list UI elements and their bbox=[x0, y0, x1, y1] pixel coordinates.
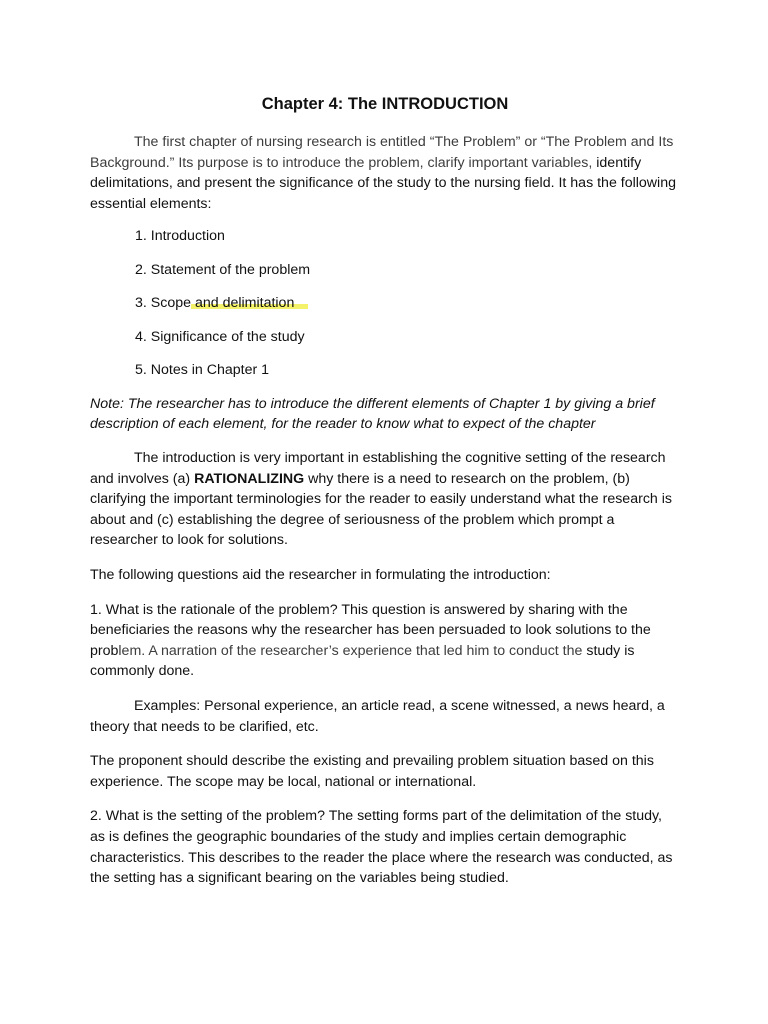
rationalizing-keyword: RATIONALIZING bbox=[194, 470, 305, 487]
list-item-notes bbox=[135, 360, 680, 380]
highlighted-text: and delimitation bbox=[191, 295, 308, 311]
note-paragraph: Note: The researcher has to introduce the different elements of Chapter 1 by giving a brief description of each element, for the reader to know what to expect of the chapter bbox=[90, 395, 655, 433]
question-1-text-b: lem. A narration of the researcher’s experience that led him to conduct the bbox=[118, 642, 583, 659]
list-item-label: 5. Notes in Chapter 1 bbox=[135, 362, 270, 379]
question-2-paragraph: 2. What is the setting of the problem? The setting forms part of the delimitation of the study, as is defines the geographic boundaries of the study and implies certain demographic characteristics. This describes to the reader the place where the research was conducted, as the setting has a significant bearing on the variables being studied. bbox=[90, 808, 673, 887]
intro-text-part-1: The first chapter of nursing research is entitled “The Problem” or “The Problem and Its Background.” Its purpose is to introduce the problem, clarify important variables, bbox=[90, 134, 674, 171]
list-item-label: 3. Scope bbox=[135, 295, 192, 312]
introduction-text-before: The introduction is very important in establishing the cognitive setting of the research and involves (a) bbox=[90, 450, 666, 487]
question-1-text-c: study is commonly done. bbox=[90, 642, 635, 680]
list-item-scope bbox=[135, 293, 680, 313]
list-item-label: 4. Significance of the study bbox=[135, 328, 305, 345]
examples-paragraph: Examples: Personal experience, an article read, a scene witnessed, a news heard, a theory that needs to be clarified, etc. bbox=[90, 698, 665, 735]
list-item-introduction bbox=[135, 226, 680, 246]
intro-paragraph bbox=[90, 132, 680, 214]
page-title: Chapter 4: The INTRODUCTION bbox=[261, 95, 509, 113]
list-item-statement bbox=[135, 260, 680, 280]
list-item-significance bbox=[135, 327, 680, 347]
list-item-label: 2. Statement of the problem bbox=[135, 261, 311, 278]
question-1-paragraph bbox=[90, 600, 680, 682]
list-item-label: 1. Introduction bbox=[135, 228, 225, 245]
introduction-paragraph bbox=[90, 448, 680, 551]
question-1-text-a: 1. What is the rationale of the problem? This question is answered by sharing with the beneficiaries the reasons why the researcher has been persuaded to look solutions to the prob bbox=[90, 601, 651, 659]
intro-text-part-2: identify delimitations, and present the significance of the study to the nursing field. It has the following essential elements: bbox=[90, 154, 676, 212]
essential-elements-list bbox=[90, 226, 680, 380]
questions-lead: The following questions aid the researcher in formulating the introduction: bbox=[90, 567, 551, 584]
introduction-text-after: why there is a need to research on the problem, (b) clarifying the important terminologies for the reader to easily understand what the research is about and (c) establishing the degree of seriousness of the problem which prompt a researcher to look for solutions. bbox=[90, 470, 672, 549]
proponent-paragraph: The proponent should describe the existing and prevailing problem situation based on this experience. The scope may be local, national or international. bbox=[90, 753, 654, 790]
